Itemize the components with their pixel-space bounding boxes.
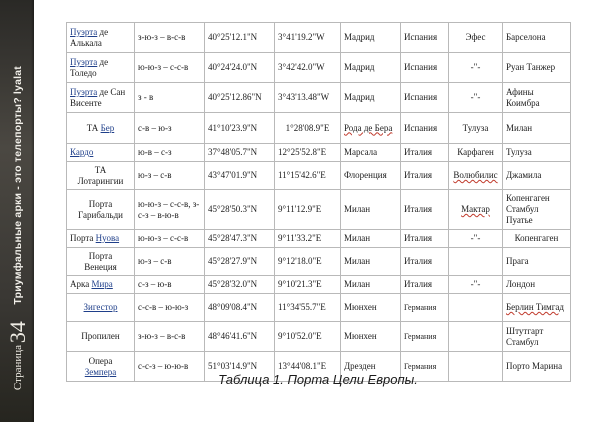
- latitude: 40°25'12.86"N: [205, 83, 275, 113]
- pair: Эфес: [449, 23, 503, 53]
- table-row: [67, 144, 571, 162]
- latitude: 51°03'14.9"N: [205, 352, 275, 382]
- pair: [449, 248, 503, 276]
- direction: ю-ю-з – с-с-в: [135, 53, 205, 83]
- latitude: 40°24'24.0"N: [205, 53, 275, 83]
- country: Испания: [401, 53, 449, 83]
- city: Мадрид: [341, 53, 401, 83]
- table-row: [67, 230, 571, 248]
- page-sidebar: [0, 0, 34, 422]
- city: Рода де Бера: [341, 113, 401, 144]
- longitude: 12°25'52.8"E: [275, 144, 341, 162]
- longitude: 11°15'42.6"E: [275, 162, 341, 190]
- country: Италия: [401, 276, 449, 294]
- pair: Тулуза: [449, 113, 503, 144]
- gate-name: ТА Лотарингии: [67, 162, 135, 190]
- country: Италия: [401, 190, 449, 230]
- pairs: Руан Танжер: [503, 53, 571, 83]
- pairs: Прага: [503, 248, 571, 276]
- country: Италия: [401, 162, 449, 190]
- table-row: [67, 248, 571, 276]
- city: Мадрид: [341, 83, 401, 113]
- table-row: [67, 23, 571, 53]
- country: Испания: [401, 113, 449, 144]
- gate-name: Арка Мира: [67, 276, 135, 294]
- longitude: 9°12'18.0"E: [275, 248, 341, 276]
- latitude: 37°48'05.7"N: [205, 144, 275, 162]
- country: Германия: [401, 294, 449, 322]
- city: Флоренция: [341, 162, 401, 190]
- gate-name: Опера Земпера: [67, 352, 135, 382]
- latitude: 40°25'12.1"N: [205, 23, 275, 53]
- page-number-label: [7, 316, 29, 396]
- pair: Волюбилис: [449, 162, 503, 190]
- pairs: Афины Коимбра: [503, 83, 571, 113]
- pair: -"-: [449, 276, 503, 294]
- gate-name: Зигестор: [67, 294, 135, 322]
- pair: [449, 294, 503, 322]
- direction: з-ю-з – в-с-в: [135, 322, 205, 352]
- pairs: Барселона: [503, 23, 571, 53]
- pairs: Лондон: [503, 276, 571, 294]
- city: Милан: [341, 230, 401, 248]
- table-row: [67, 190, 571, 230]
- latitude: 41°10'23.9"N: [205, 113, 275, 144]
- city: Мюнхен: [341, 294, 401, 322]
- gate-name: Пуэрта де Толедо: [67, 53, 135, 83]
- direction: ю-ю-з – с-с-в: [135, 230, 205, 248]
- pairs: Берлин Тимгад: [503, 294, 571, 322]
- pair: Карфаген: [449, 144, 503, 162]
- latitude: 48°46'41.6"N: [205, 322, 275, 352]
- country: Испания: [401, 23, 449, 53]
- gate-name: Порта Венеция: [67, 248, 135, 276]
- pairs: Порто Марина: [503, 352, 571, 382]
- pair: Мактар: [449, 190, 503, 230]
- pair: -"-: [449, 53, 503, 83]
- direction: ю-в – с-з: [135, 144, 205, 162]
- longitude: 13°44'08.1"E: [275, 352, 341, 382]
- pair: -"-: [449, 83, 503, 113]
- gate-name: ТА Бер: [67, 113, 135, 144]
- page-number: 34: [5, 321, 30, 344]
- country: Италия: [401, 144, 449, 162]
- country: Германия: [401, 322, 449, 352]
- direction: ю-з – с-в: [135, 162, 205, 190]
- table-caption: Таблица 1. Порта Цели Европы.: [218, 372, 418, 387]
- latitude: 45°28'50.3"N: [205, 190, 275, 230]
- city: Милан: [341, 190, 401, 230]
- gate-name: Порта Гарибальди: [67, 190, 135, 230]
- pair: [449, 322, 503, 352]
- latitude: 48°09'08.4"N: [205, 294, 275, 322]
- country: Италия: [401, 248, 449, 276]
- longitude: 9°10'21.3"E: [275, 276, 341, 294]
- city: Милан: [341, 248, 401, 276]
- gates-table: [66, 22, 571, 382]
- direction: з-ю-з – в-с-в: [135, 23, 205, 53]
- country: Германия: [401, 352, 449, 382]
- direction: с-в – ю-з: [135, 113, 205, 144]
- pairs: Джамила: [503, 162, 571, 190]
- city: Дрезден: [341, 352, 401, 382]
- table-row: [67, 113, 571, 144]
- direction: с-с-з – ю-ю-в: [135, 352, 205, 382]
- pairs: Милан: [503, 113, 571, 144]
- latitude: 43°47'01.9"N: [205, 162, 275, 190]
- sidebar-title: [6, 65, 30, 305]
- pairs: Копенгаген: [503, 230, 571, 248]
- city: Мюнхен: [341, 322, 401, 352]
- pairs: Тулуза: [503, 144, 571, 162]
- direction: с-з – ю-в: [135, 276, 205, 294]
- country: Италия: [401, 230, 449, 248]
- page-word: Страница: [12, 345, 24, 391]
- gate-name: Кардо: [67, 144, 135, 162]
- city: Мадрид: [341, 23, 401, 53]
- gate-name: Порта Нуова: [67, 230, 135, 248]
- city: Милан: [341, 276, 401, 294]
- direction: з - в: [135, 83, 205, 113]
- longitude: 1°28'08.9"E: [275, 113, 341, 144]
- table-row: [67, 276, 571, 294]
- latitude: 45°28'27.9"N: [205, 248, 275, 276]
- sidebar-title-text: Триумфальные арки - это телепорты? lyalat: [12, 65, 24, 305]
- pairs: Копенгаген Стамбул Пуатье: [503, 190, 571, 230]
- city: Марсала: [341, 144, 401, 162]
- longitude: 3°42'42.0"W: [275, 53, 341, 83]
- gate-name: Пропилен: [67, 322, 135, 352]
- pairs: Штутгарт Стамбул: [503, 322, 571, 352]
- direction: ю-ю-з – с-с-в, з-с-з – в-ю-в: [135, 190, 205, 230]
- longitude: 9°11'33.2"E: [275, 230, 341, 248]
- latitude: 45°28'32.0"N: [205, 276, 275, 294]
- table-row: [67, 53, 571, 83]
- gate-name: Пуэрта де Алькала: [67, 23, 135, 53]
- longitude: 3°43'13.48"W: [275, 83, 341, 113]
- longitude: 9°11'12.9"E: [275, 190, 341, 230]
- longitude: 9°10'52.0"E: [275, 322, 341, 352]
- pair: -"-: [449, 230, 503, 248]
- gate-name: Пуэрта де Сан Висенте: [67, 83, 135, 113]
- table-row: [67, 162, 571, 190]
- longitude: 3°41'19.2"W: [275, 23, 341, 53]
- table-row: [67, 322, 571, 352]
- direction: ю-з – с-в: [135, 248, 205, 276]
- table-row: [67, 83, 571, 113]
- direction: с-с-в – ю-ю-з: [135, 294, 205, 322]
- latitude: 45°28'47.3"N: [205, 230, 275, 248]
- longitude: 11°34'55.7"E: [275, 294, 341, 322]
- country: Испания: [401, 83, 449, 113]
- table-row: [67, 294, 571, 322]
